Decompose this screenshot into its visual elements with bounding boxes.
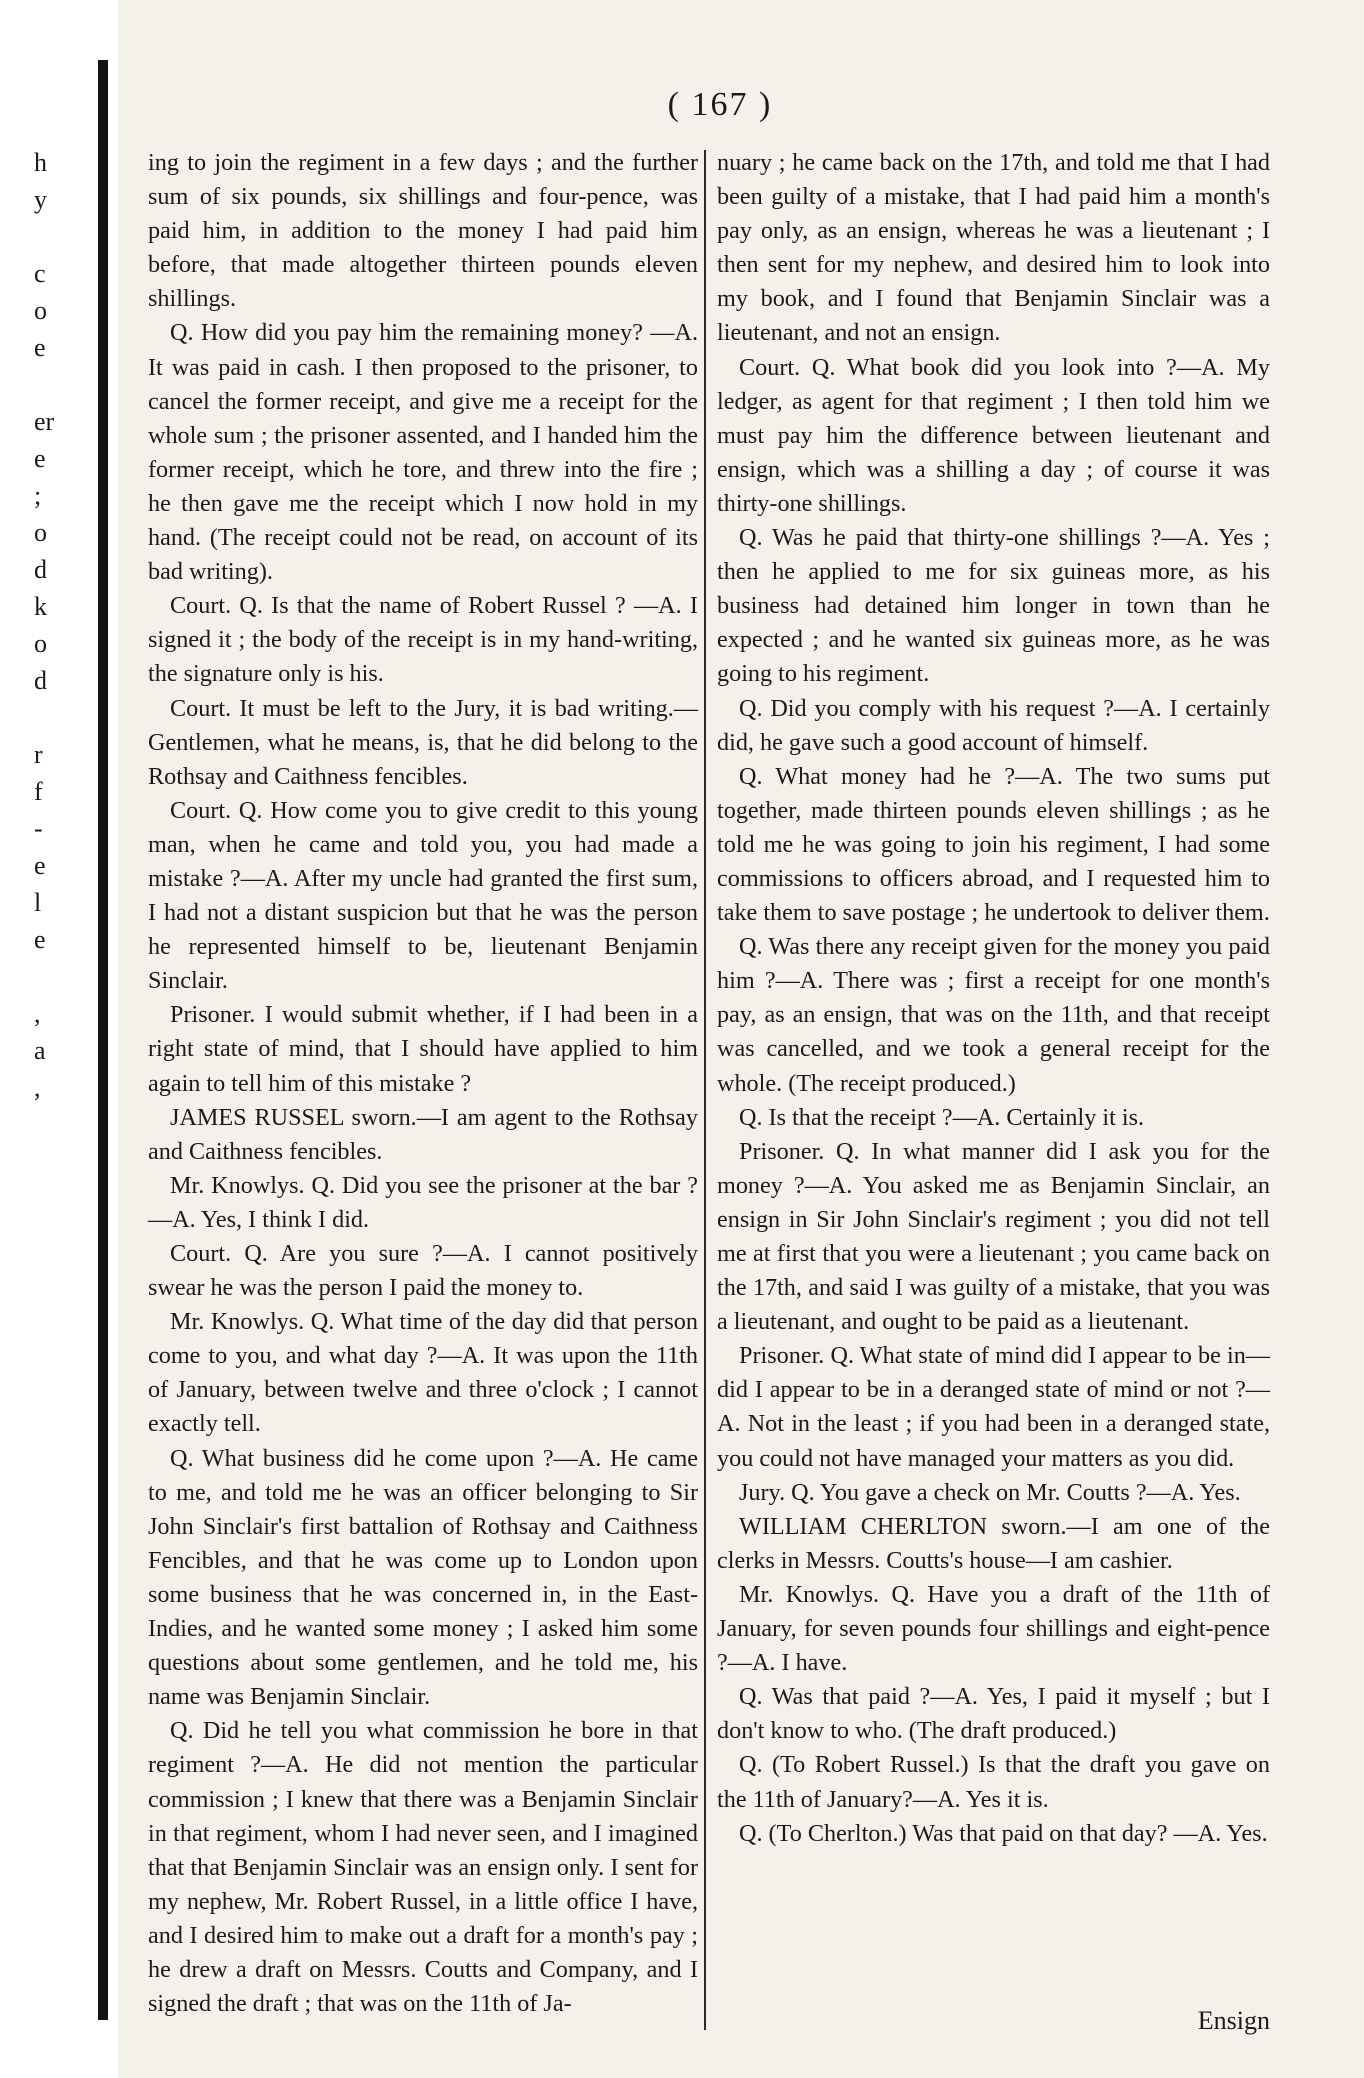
margin-letter: ; <box>34 481 42 510</box>
margin-letter: l <box>34 888 42 917</box>
margin-letter: er <box>34 407 55 436</box>
page-number: ( 167 ) <box>667 86 773 123</box>
margin-letter <box>34 224 74 261</box>
paragraph: nuary ; he came back on the 17th, and told me that I had been guilty of a mistake, that I had paid him a month's pay only, as an ensign, whereas he was a lieutenant ; I then sent for my nephew, and desired him to look into my book, and I found that Benjamin Sinclair was a lieutenant, and not an ensign. <box>717 149 1270 347</box>
paragraph: Q. How did you pay him the remaining money? —A. It was paid in cash. I then proposed to the prisoner, to cancel the former receipt, and give me a receipt for the whole sum ; the prisoner assented, and I handed him the former receipt, which he tore, and threw into the fire ; he then gave me the receipt which I now hold in my hand. (The receipt could not be read, on account of its bad writing). <box>148 319 698 586</box>
paragraph: Q. What business did he come upon ?—A. He came to me, and told me he was an officer belonging to Sir John Sinclair's first battalion of Rothsay and Caithness Fencibles, and that he was come up to London upon some business that he was concerned in, in the East-Indies, and he wanted some money ; I asked him some questions about some gentlemen, and he told me, his name was Benjamin Sinclair. <box>148 1444 698 1711</box>
book-binding-edge <box>98 60 108 2020</box>
margin-letter: o <box>34 296 47 325</box>
paragraph: Q. Was he paid that thirty-one shillings ?—A. Yes ; then he applied to me for six guineas more, as his business had detained him longer in town than he expected ; and he wanted six guineas more, as he was going to his regiment. <box>717 524 1270 688</box>
margin-letter: e <box>34 333 46 362</box>
paragraph: Court. Q. How come you to give credit to this young man, when he came and told you, you had made a mistake ?—A. After my uncle had granted the first sum, I had not a distant suspicion but that he was the person he represented himself to be, lieutenant Benjamin Sinclair. <box>148 796 698 995</box>
margin-letter: , <box>34 1073 41 1102</box>
margin-letter: o <box>34 629 47 658</box>
paragraph: Q. Did you comply with his request ?—A. I certainly did, he gave such a good account of himself. <box>717 694 1270 756</box>
margin-letter <box>34 705 74 742</box>
margin-letter: f <box>34 777 43 806</box>
margin-letter: r <box>34 740 43 769</box>
margin-letter: h <box>34 148 47 177</box>
margin-letter: a <box>34 1036 46 1065</box>
paragraph: Prisoner. Q. In what manner did I ask you for the money ?—A. You asked me as Benjamin Sinclair, an ensign in Sir John Sinclair's regiment ; you did not tell me at first that you were a lieutenant ; you came back on the 17th, and said I was guilty of a mistake, that you was a lieutenant, and ought to be paid as a lieutenant. <box>717 1137 1270 1336</box>
facing-page-margin-letters <box>34 150 74 1112</box>
paragraph: Mr. Knowlys. Q. What time of the day did that person come to you, and what day ?—A. It was upon the 11th of January, between twelve and three o'clock ; I cannot exactly tell. <box>148 1308 698 1438</box>
paragraph: Q. Did he tell you what commission he bore in that regiment ?—A. He did not mention the particular commission ; I knew that there was a Benjamin Sinclair in that regiment, whom I had never seen, and I imagined that that Benjamin Sinclair was an ensign only. I sent for my nephew, Mr. Robert Russel, in a little office I have, and I desired him to make out a draft for a month's pay ; he drew a draft on Messrs. Coutts and Company, and I signed the draft ; that was on the 11th of Ja- <box>148 1717 698 2018</box>
left-text-column <box>148 146 698 2021</box>
column-divider-rule <box>704 150 706 2030</box>
paragraph: Q. (To Robert Russel.) Is that the draft you gave on the 11th of January?—A. Yes it is. <box>717 1751 1270 1813</box>
paragraph: Mr. Knowlys. Q. Have you a draft of the 11th of January, for seven pounds four shillings and eight-pence ?—A. I have. <box>717 1580 1270 1677</box>
catchword: Ensign <box>1197 2006 1270 2035</box>
margin-letter: d <box>34 666 47 695</box>
paragraph: ing to join the regiment in a few days ; and the further sum of six pounds, six shillings and four-pence, was paid him, in addition to the money I had paid him before, that made altogether thirteen pounds eleven shillings. <box>148 149 698 313</box>
paragraph: Court. Q. Is that the name of Robert Russel ? —A. I signed it ; the body of the receipt is in my hand-writing, the signature only is his. <box>148 592 698 688</box>
margin-letter: e <box>34 444 46 473</box>
paragraph: Mr. Knowlys. Q. Did you see the prisoner at the bar ?—A. Yes, I think I did. <box>148 1171 698 1233</box>
paragraph: Q. What money had he ?—A. The two sums put together, made thirteen pounds eleven shillings ; as he told me he was going to join his regiment, I had some commissions to officers abroad, and I requested him to take them to save postage ; he undertook to deliver them. <box>717 762 1270 927</box>
paragraph: JAMES RUSSEL sworn.—I am agent to the Rothsay and Caithness fencibles. <box>148 1103 698 1165</box>
margin-letter: k <box>34 592 47 621</box>
margin-letter <box>34 964 74 1001</box>
paragraph: Court. Q. Are you sure ?—A. I cannot positively swear he was the person I paid the money to. <box>148 1240 698 1302</box>
margin-letter: , <box>34 999 41 1028</box>
margin-letter: c <box>34 259 46 288</box>
paragraph: WILLIAM CHERLTON sworn.—I am one of the clerks in Messrs. Coutts's house—I am cashier. <box>717 1512 1270 1574</box>
margin-letter: y <box>34 185 47 214</box>
margin-letter: e <box>34 925 46 954</box>
margin-letter: d <box>34 555 47 584</box>
margin-letter <box>34 372 74 409</box>
right-text-column <box>717 146 1270 1851</box>
paragraph: Prisoner. Q. What state of mind did I appear to be in—did I appear to be in a deranged state of mind or not ?—A. Not in the least ; if you had been in a deranged state, you could not have managed your matters as you did. <box>717 1342 1270 1472</box>
paragraph: Q. Is that the receipt ?—A. Certainly it is. <box>739 1103 1145 1131</box>
paragraph: Q. Was there any receipt given for the money you paid him ?—A. There was ; first a receipt for one month's pay, as an ensign, that was on the 11th, and that receipt was cancelled, and we took a general receipt for the whole. (The receipt produced.) <box>717 933 1270 1097</box>
paragraph: Prisoner. I would submit whether, if I had been in a right state of mind, that I should have applied to him again to tell him of this mistake ? <box>148 1001 698 1097</box>
margin-letter: - <box>34 814 43 843</box>
paragraph: Court. It must be left to the Jury, it is bad writing.—Gentlemen, what he means, is, that he did belong to the Rothsay and Caithness fencibles. <box>148 694 698 790</box>
margin-letter: o <box>34 518 47 547</box>
paragraph: Q. (To Cherlton.) Was that paid on that day? —A. Yes. <box>739 1819 1268 1847</box>
margin-letter: e <box>34 851 46 880</box>
paragraph: Q. Was that paid ?—A. Yes, I paid it myself ; but I don't know to who. (The draft produced.) <box>717 1683 1270 1745</box>
paragraph: Court. Q. What book did you look into ?—A. My ledger, as agent for that regiment ; I then told him we must pay him the difference between lieutenant and ensign, which was a shilling a day ; of course it was thirty-one shillings. <box>717 353 1270 517</box>
paragraph: Jury. Q. You gave a check on Mr. Coutts ?—A. Yes. <box>739 1478 1241 1506</box>
